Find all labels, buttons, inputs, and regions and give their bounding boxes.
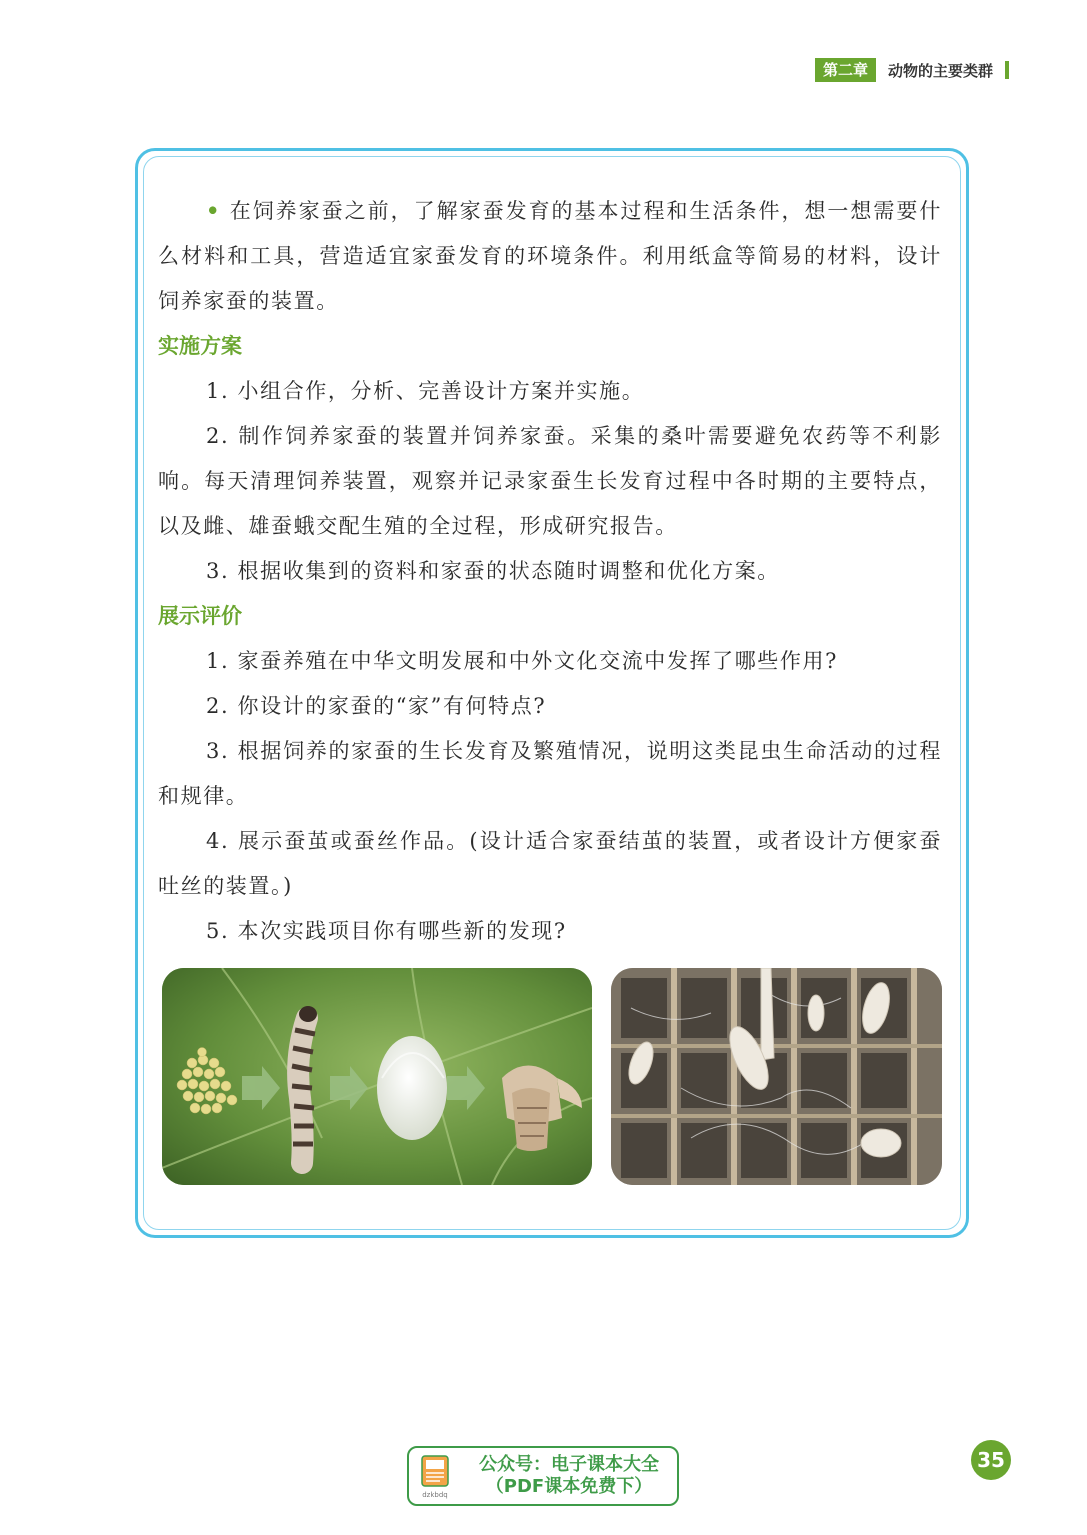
list-item: 3. 根据收集到的资料和家蚕的状态随时调整和优化方案。 [206, 559, 780, 583]
chapter-title: 动物的主要类群 [887, 61, 993, 80]
header-accent-bar [1005, 61, 1009, 79]
list-item: 1. 小组合作，分析、完善设计方案并实施。 [206, 379, 645, 403]
section-title-evaluation: 展示评价 [158, 604, 242, 628]
list-item: 3. 根据饲养的家蚕的生长发育及繁殖情况，说明这类昆虫生命活动的过程和规律。 [158, 739, 942, 808]
content-body [158, 188, 942, 954]
list-item: 2. 制作饲养家蚕的装置并饲养家蚕。采集的桑叶需要避免农药等不利影响。每天清理饲养装置，观察并记录家蚕生长发育过程中各时期的主要特点，以及雌、雄蚕蛾交配生殖的全过程，形成研究报告。 [158, 424, 942, 538]
chapter-tag: 第二章 [815, 58, 876, 82]
chapter-header [815, 58, 1009, 82]
badge-line-1: 公众号：电子课本大全 [479, 1454, 659, 1475]
list-item: 5. 本次实践项目你有哪些新的发现? [206, 919, 567, 943]
wechat-account-badge[interactable] [407, 1446, 679, 1506]
cocoon [377, 1036, 447, 1140]
book-icon [409, 1454, 461, 1499]
badge-icon-caption: dzkbdq [422, 1490, 448, 1499]
silkworm-cocooning-frame-photo [611, 968, 942, 1185]
badge-line-2: （PDF课本免费下） [485, 1476, 653, 1497]
silkworm-lifecycle-photo [162, 968, 592, 1185]
page-number: 35 [971, 1440, 1011, 1480]
badge-text [461, 1454, 677, 1498]
bullet-icon: • [206, 198, 222, 223]
list-item: 4. 展示蚕茧或蚕丝作品。(设计适合家蚕结茧的装置，或者设计方便家蚕吐丝的装置。) [158, 829, 942, 898]
list-item: 2. 你设计的家蚕的“家”有何特点? [206, 694, 547, 718]
book-icon-graphic [420, 1454, 450, 1490]
lifecycle-illustration [162, 968, 592, 1185]
cocooning-frame-illustration [611, 968, 942, 1185]
intro-paragraph [158, 188, 942, 324]
section-title-implementation: 实施方案 [158, 334, 242, 358]
list-item: 1. 家蚕养殖在中华文明发展和中外文化交流中发挥了哪些作用? [206, 649, 838, 673]
intro-text: 在饲养家蚕之前，了解家蚕发育的基本过程和生活条件，想一想需要什么材料和工具，营造适宜家蚕发育的环境条件。利用纸盒等简易的材料，设计饲养家蚕的装置。 [158, 199, 942, 313]
